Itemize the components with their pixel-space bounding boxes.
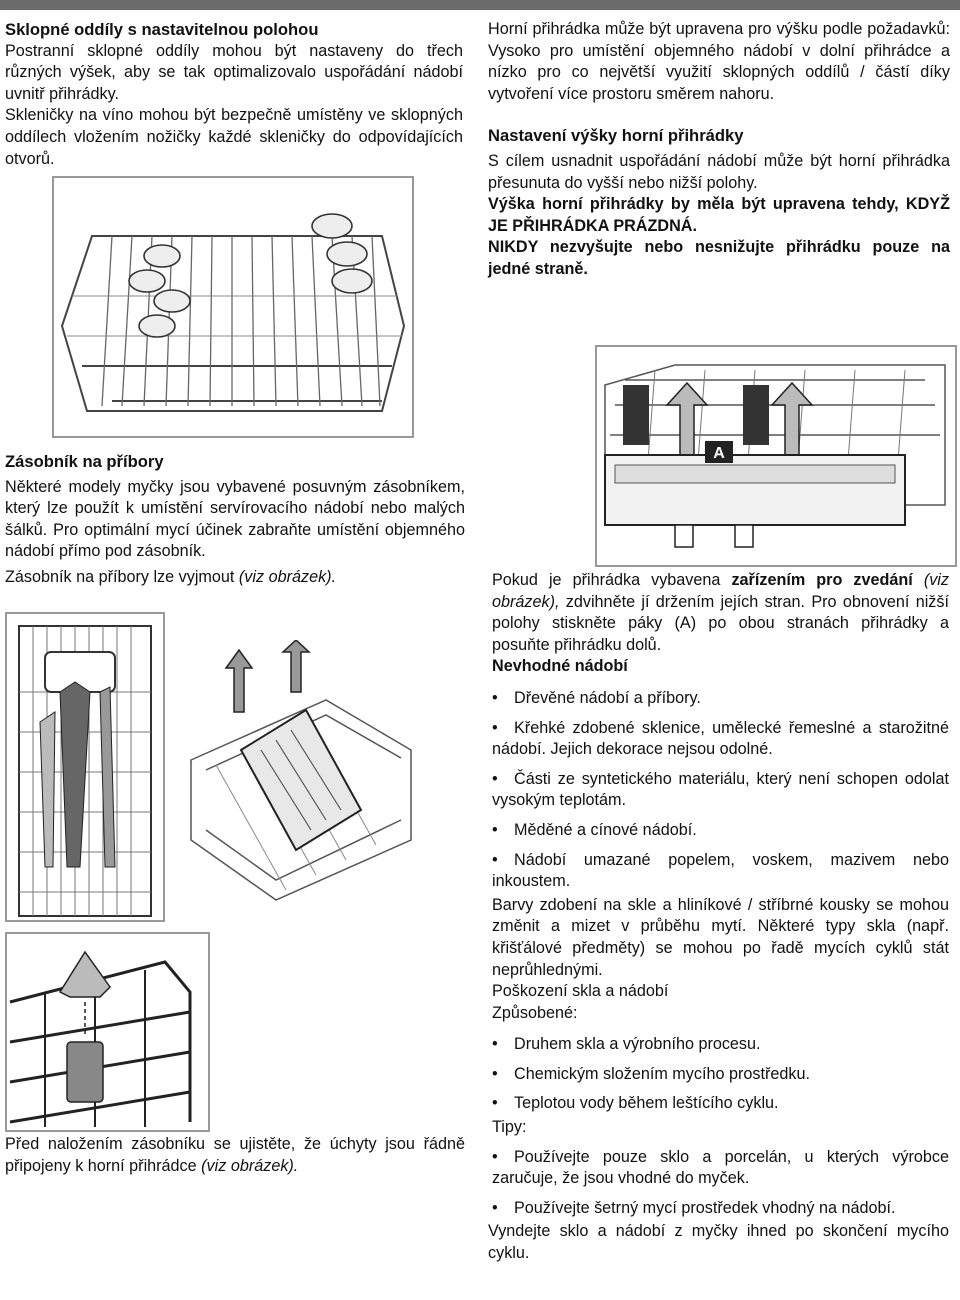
paragraph: Postranní sklopné oddíly mohou být nastaveny do třech různých výšek, aby se tak optimalizovalo uspořádání nádobí uvnitř přihrádky. bbox=[5, 41, 463, 103]
damage-causes-list bbox=[492, 1034, 949, 1115]
paragraph: Vyndejte sklo a nádobí z myčky ihned po skončení mycího cyklu. bbox=[488, 1222, 949, 1263]
list-item: • Části ze syntetického materiálu, který není schopen odolat vysokým teplotám. bbox=[492, 769, 949, 810]
paragraph: Skleničky na víno mohou být bezpečně umístěny ve sklopných oddílech vložením nožičky každé skleničky do odpovídajících otvorů. bbox=[5, 106, 463, 168]
clips-note bbox=[5, 1134, 465, 1177]
warning-paragraph: Výška horní přihrádky by měla být upravena tehdy, KDYŽ JE PŘIHRÁDKA PRÁZDNÁ. bbox=[488, 195, 950, 235]
paragraph: Zásobník na příbory lze vyjmout (viz obrázek). bbox=[5, 567, 337, 586]
rack-lifting-device-illustration bbox=[595, 345, 957, 567]
section-cutlery-tray bbox=[5, 451, 465, 589]
paragraph: Barvy zdobení na skle a hliníkové / stříbrné kousky se mohou změnit a mizet v průběhu mytí. Některé typy skla (např. křišťálové předměty) se mohou po řadě mycích cyklů stát neprůhlednými. bbox=[492, 895, 949, 979]
paragraph: Tipy: bbox=[492, 1118, 527, 1137]
paragraph: Horní přihrádka může být upravena pro výšku podle požadavků: Vysoko pro umístění objemného nádobí v dolní přihrádce a nízko pro co největší využití sklopných oddílů / částí díky vytvoření více prostoru směrem nahoru. bbox=[488, 20, 950, 103]
list-item: • Dřevěné nádobí a příbory. bbox=[492, 688, 701, 707]
paragraph: Způsobené: bbox=[492, 1003, 578, 1022]
paragraph: Pokud je přihrádka vybavena zařízením pro zvedání (viz obrázek), zdvihněte jí držením jejích stran. Pro obnovení nižší polohy stiskněte páky (A) po obou stranách přihrádky a posuňte přihrádku dolů. bbox=[492, 571, 949, 654]
list-item: • Křehké zdobené sklenice, umělecké řemeslné a starožitné nádobí. Jejich dekorace nejsou odolné. bbox=[492, 718, 949, 759]
list-item: • Používejte šetrný mycí prostředek vhodný na nádobí. bbox=[492, 1198, 896, 1217]
section-unsuitable-dishes bbox=[488, 570, 949, 1265]
section-title: Zásobník na příbory bbox=[5, 452, 164, 471]
warning-paragraph: NIKDY nezvyšujte nebo nesnižujte přihrádku pouze na jedné straně. bbox=[488, 238, 950, 278]
cutlery-tray-illustration bbox=[5, 612, 165, 922]
lever-a-label: A bbox=[713, 445, 725, 462]
paragraph: Před naložením zásobníku se ujistěte, že úchyty jsou řádně připojeny k horní přihrádce (viz obrázek). bbox=[5, 1135, 465, 1175]
paragraph: S cílem usnadnit uspořádání nádobí může být horní přihrádka přesunuta do vyšší nebo nižší polohy. bbox=[488, 151, 950, 192]
paragraph: Některé modely myčky jsou vybavené posuvným zásobníkem, který lze použít k umístění servírovacího nádobí nebo malých šálků. Pro optimální mycí účinek zabraňte umístění objemného nádobí přímo pod zásobník. bbox=[5, 477, 465, 561]
tips-list bbox=[492, 1147, 949, 1220]
list-item: • Nádobí umazané popelem, voskem, mazivem nebo inkoustem. bbox=[492, 850, 949, 891]
paragraph: Poškození skla a nádobí bbox=[492, 982, 669, 1001]
section-title: Nevhodné nádobí bbox=[492, 657, 628, 676]
list-item: • Druhem skla a výrobního procesu. bbox=[492, 1035, 761, 1054]
section-adjustable-racks bbox=[5, 19, 463, 170]
list-item: • Chemickým složením mycího prostředku. bbox=[492, 1064, 810, 1083]
unsuitable-list bbox=[492, 688, 949, 893]
top-rule bbox=[0, 0, 960, 10]
section-title: Sklopné oddíly s nastavitelnou polohou bbox=[5, 20, 319, 39]
section-rack-height bbox=[488, 19, 950, 281]
list-item: • Teplotou vody během leštícího cyklu. bbox=[492, 1094, 779, 1113]
section-title: Nastavení výšky horní přihrádky bbox=[488, 126, 744, 146]
tray-clips-illustration bbox=[5, 932, 210, 1132]
remove-tray-illustration bbox=[186, 640, 416, 910]
list-item: • Používejte pouze sklo a porcelán, u kterých výrobce zaručuje, že jsou vhodné do myček. bbox=[492, 1147, 949, 1188]
list-item: • Měděné a cínové nádobí. bbox=[492, 820, 697, 839]
rack-wine-glasses-illustration bbox=[52, 176, 414, 438]
